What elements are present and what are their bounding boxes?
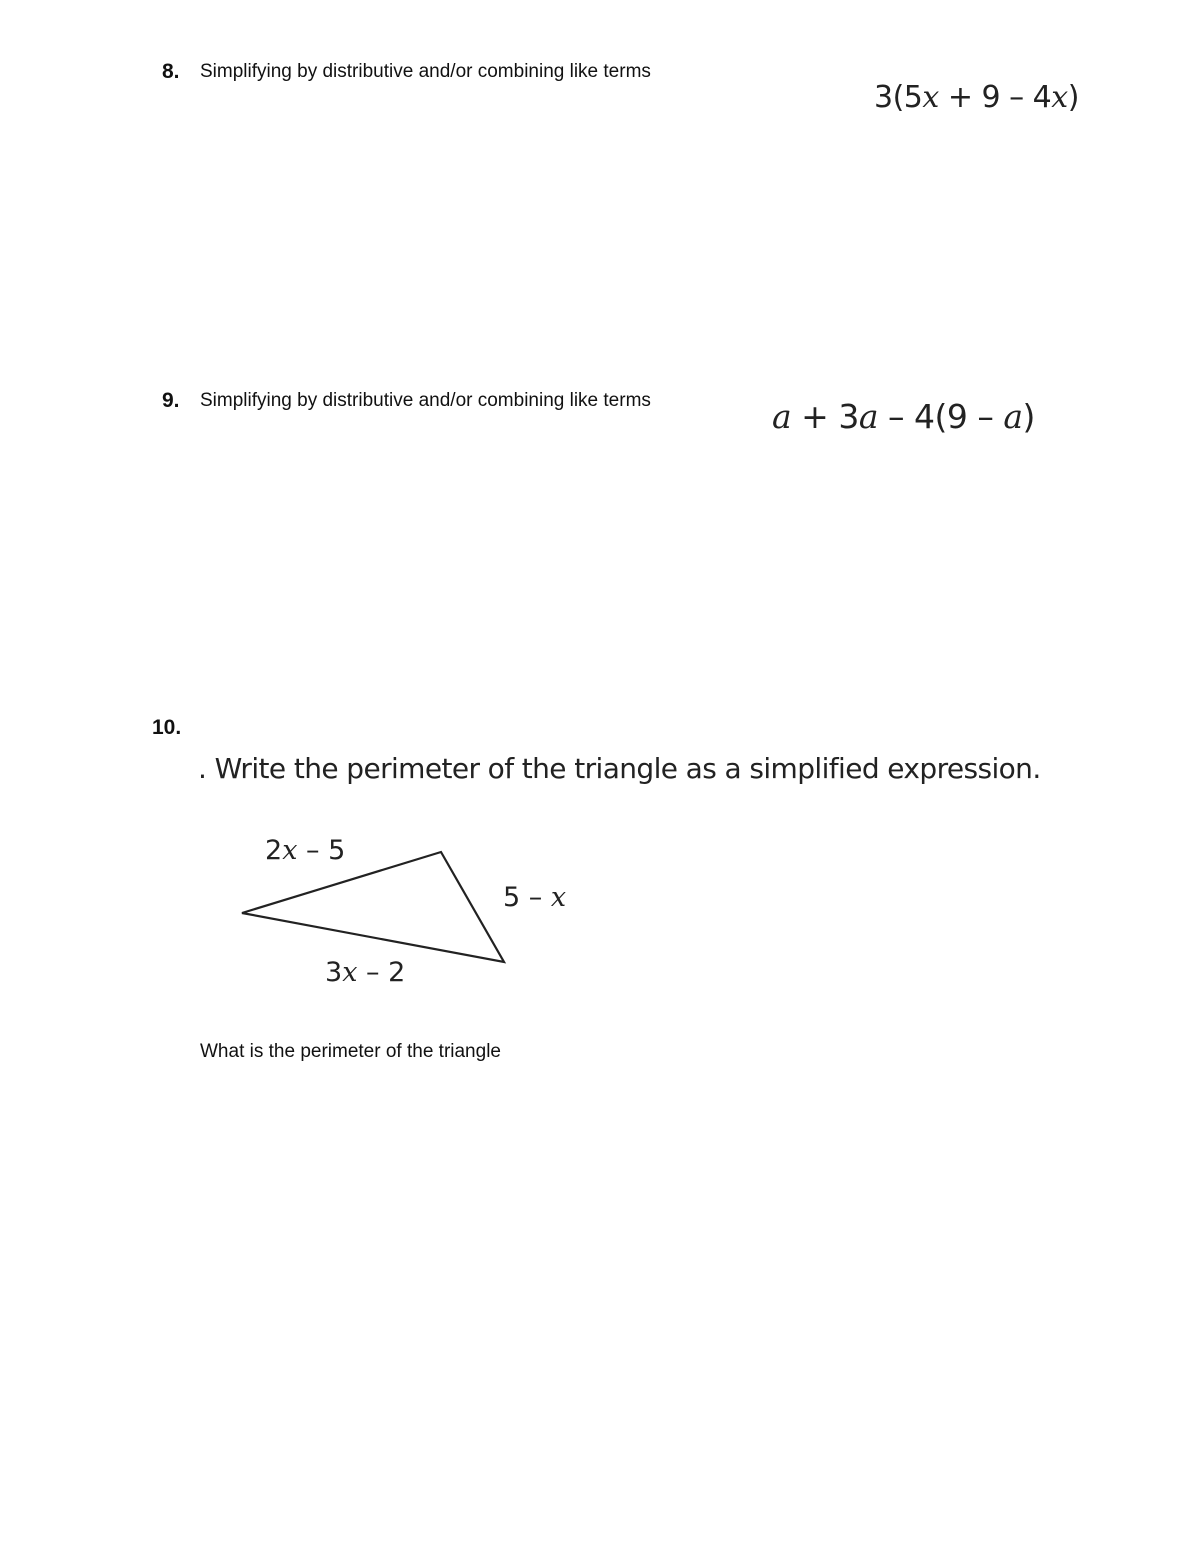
question-number: 8. [162,60,180,83]
question-number: 9. [162,389,180,412]
followup-question: What is the perimeter of the triangle [200,1041,501,1062]
question-text: Simplifying by distributive and/or combining like terms [200,390,651,411]
math-expression: 3(5x + 9 – 4x) [874,80,1079,115]
question-text: Simplifying by distributive and/or combining like terms [200,61,651,82]
math-expression: a + 3a – 4(9 – a) [772,397,1035,436]
question-prompt: . Write the perimeter of the triangle as a simplified expression. [198,752,1041,785]
triangle-side-label: 2x – 5 [265,835,346,866]
question-number: 10. [152,716,182,739]
triangle-side-label: 5 – x [503,882,567,913]
triangle-side-label: 3x – 2 [325,957,406,988]
